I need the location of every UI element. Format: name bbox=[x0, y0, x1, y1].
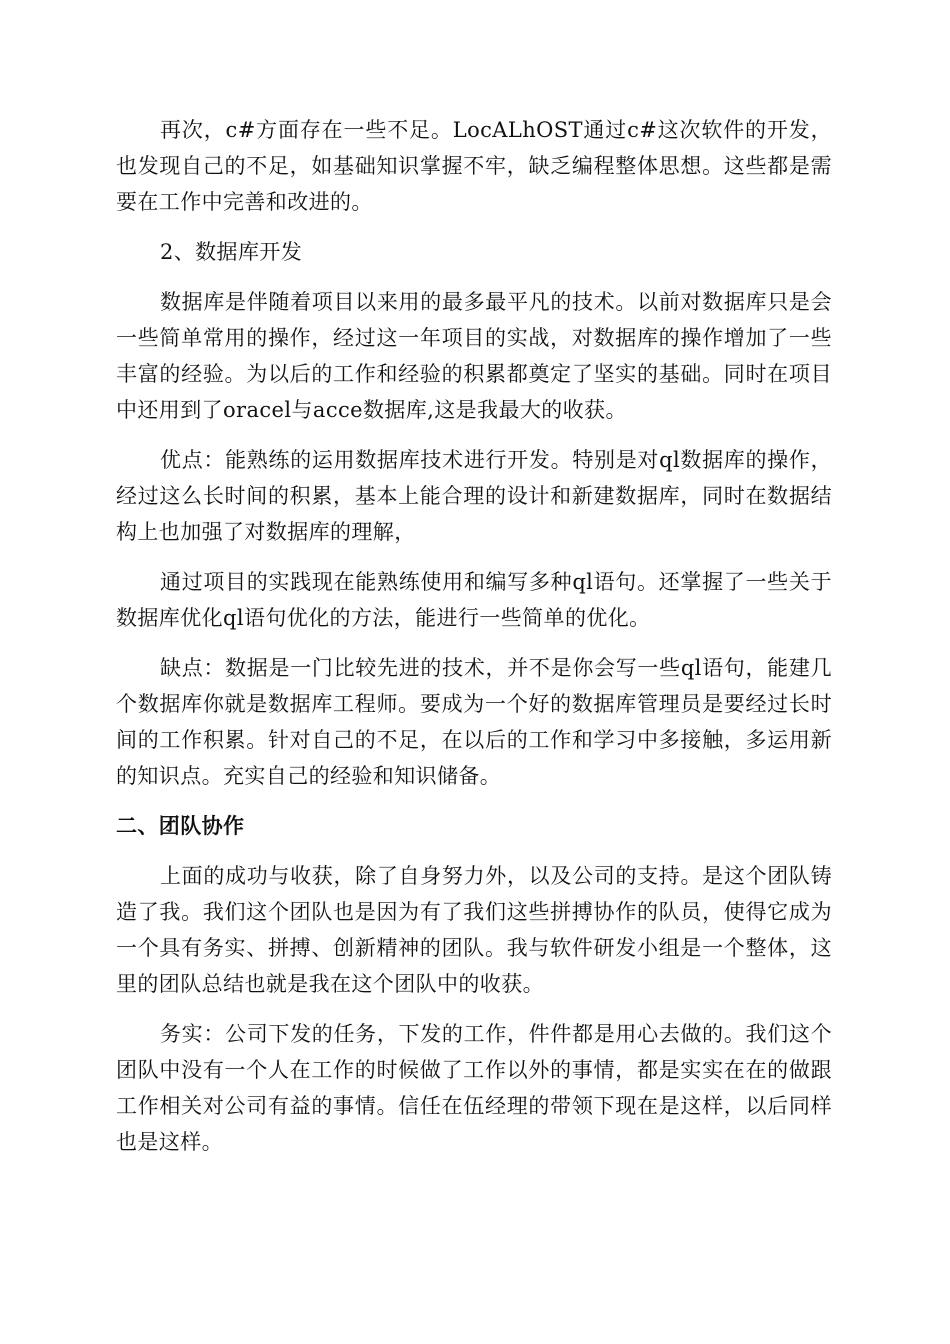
section-heading-teamwork: 二、团队协作 bbox=[116, 814, 245, 838]
paragraph-database-weaknesses: 缺点：数据是一门比较先进的技术，并不是你会写一些ql语句，能建几个数据库你就是数据库工程师。要成为一个好的数据库管理员是要经过长时间的工作积累。针对自己的不足，在以后的工作和学习中多接触，多运用新的知识点。充实自己的经验和知识储备。 bbox=[116, 656, 832, 788]
paragraph-pragmatic: 务实：公司下发的任务，下发的工作，件件都是用心去做的。我们这个团队中没有一个人在工作的时候做了工作以外的事情，都是实实在在的做跟工作相关对公司有益的事情。信任在伍经理的带领下现在是这样，以后同样也是这样。 bbox=[116, 1022, 832, 1154]
paragraph-database-intro: 数据库是伴随着项目以来用的最多最平凡的技术。以前对数据库只是会一些简单常用的操作，经过这一年项目的实战，对数据库的操作增加了一些丰富的经验。为以后的工作和经验的积累都奠定了坚实的基础。同时在项目中还用到了oracel与acce数据库,这是我最大的收获。 bbox=[116, 290, 832, 422]
paragraph-csharp-shortcomings: 再次，c#方面存在一些不足。LocALhOST通过c#这次软件的开发，也发现自己的不足，如基础知识掌握不牢，缺乏编程整体思想。这些都是需要在工作中完善和改进的。 bbox=[116, 118, 832, 214]
paragraph-team-success: 上面的成功与收获，除了自身努力外，以及公司的支持。是这个团队铸造了我。我们这个团队也是因为有了我们这些拼搏协作的队员，使得它成为一个具有务实、拼搏、创新精神的团队。我与软件研发小组是一个整体，这里的团队总结也就是我在这个团队中的收获。 bbox=[116, 864, 832, 996]
document-page bbox=[116, 112, 832, 1174]
paragraph-database-strengths: 优点：能熟练的运用数据库技术进行开发。特别是对ql数据库的操作，经过这么长时间的积累，基本上能合理的设计和新建数据库，同时在数据结构上也加强了对数据库的理解， bbox=[116, 448, 832, 544]
paragraph-sql-practice: 通过项目的实践现在能熟练使用和编写多种ql语句。还掌握了一些关于数据库优化ql语句优化的方法，能进行一些简单的优化。 bbox=[116, 570, 832, 630]
section-heading-database: 2、数据库开发 bbox=[160, 240, 303, 264]
